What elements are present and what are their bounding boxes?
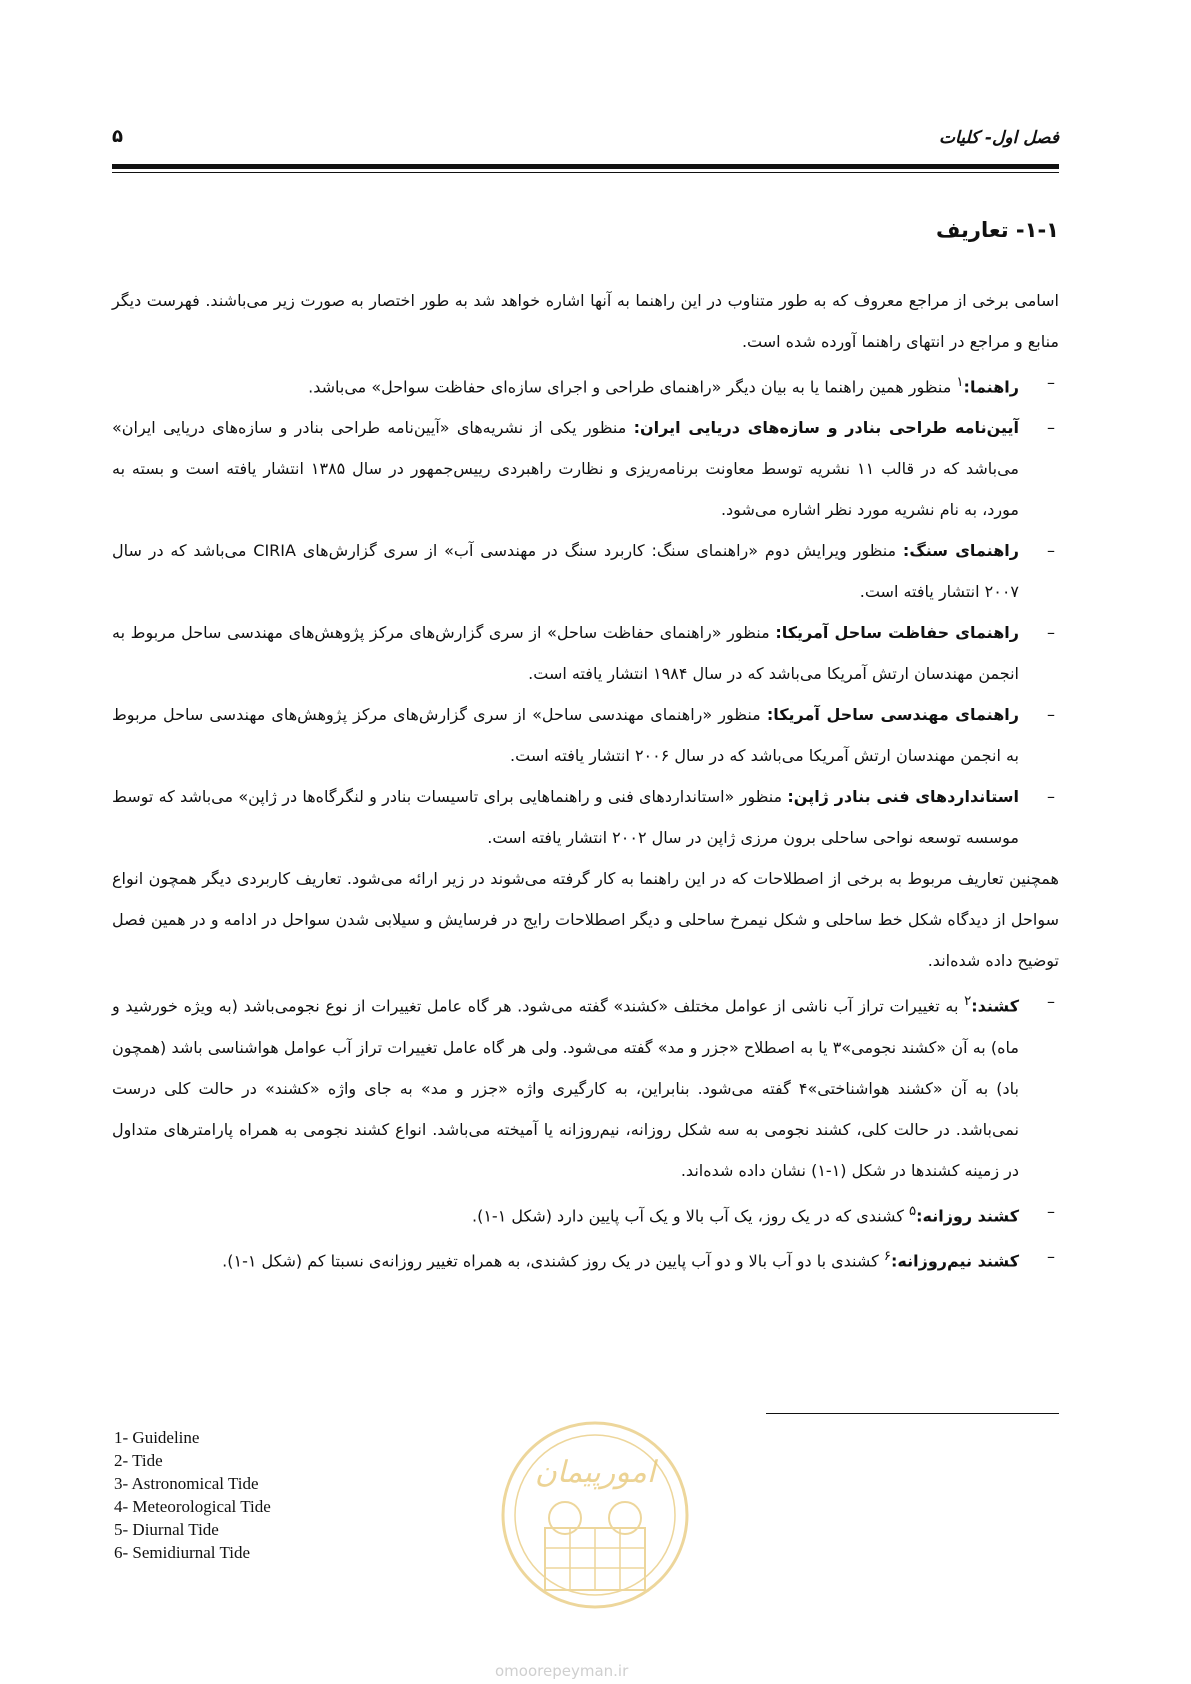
header-rule-thick xyxy=(112,164,1059,169)
definition-text: کشندی که در یک روز، یک آب بالا و یک آب پایین دارد (شکل ۱-۱). xyxy=(471,1205,909,1225)
definition-text: منظور «استانداردهای فنی و راهنماهایی برای تاسیسات بنادر و لنگرگاه‌ها در ژاپن» می‌باشد که توسط موسسه توسعه نواحی ساحلی برون مرزی ژاپن در سال ۲۰۰۲ انتشار یافته است. xyxy=(112,787,1019,848)
page-number: ۵ xyxy=(112,126,123,147)
footnote-ref: ۲ xyxy=(964,994,972,1010)
footnote: 4- Meteorological Tide xyxy=(114,1497,271,1516)
footnote: 5- Diurnal Tide xyxy=(114,1520,219,1539)
definition-term: راهنمای حفاظت ساحل آمریکا: xyxy=(775,623,1019,643)
footnote-ref: ۵ xyxy=(908,1203,917,1219)
definition-item: – راهنما:$^۱$ منظور همین راهنما یا به بیان دیگر «راهنمای طراحی و اجرای سازه‌ای حفاظت سواحل» می‌باشد. xyxy=(308,373,1055,397)
definition-text: منظور همین راهنما یا به بیان دیگر «راهنمای طراحی و اجرای سازه‌ای حفاظت سواحل» می‌باشد. xyxy=(308,377,957,397)
section-heading: ۱-۱- تعاریف xyxy=(936,218,1059,242)
footnote-separator xyxy=(766,1413,1059,1414)
footnote: 2- Tide xyxy=(114,1451,163,1470)
footnote-ref: ۶ xyxy=(883,1248,892,1264)
definition-item: – راهنمای سنگ: منظور ویرایش دوم «راهنمای سنگ: کاربرد سنگ در مهندسی آب» از سری گزارش‌های CIRIA می‌باشد که در سال ۲۰۰۷ انتشار یافته است. xyxy=(112,541,1055,602)
tide-definition-item: – کشند روزانه:$^۵$ کشندی که در یک روز، یک آب بالا و یک آب پایین دارد (شکل ۱-۱). xyxy=(471,1201,1055,1225)
body-text xyxy=(112,280,1059,1281)
definition-text: منظور «راهنمای مهندسی ساحل» از سری گزارش‌های مرکز پژوهش‌های مهندسی ساحل مربوط به انجمن مهندسان ارتش آمریکا می‌باشد که در سال ۲۰۰۶ انتشار یافته است. xyxy=(112,705,1019,766)
definition-item: – راهنمای حفاظت ساحل آمریکا: منظور «راهنمای حفاظت ساحل» از سری گزارش‌های مرکز پژوهش‌های مهندسی ساحل مربوط به انجمن مهندسان ارتش آمریکا می‌باشد که در سال ۱۹۸۴ انتشار یافته است. xyxy=(112,623,1055,684)
definition-text: به تغییرات تراز آب ناشی از عوامل مختلف «کشند» گفته می‌شود. هر گاه عامل تغییرات از نوع نجومی‌باشد (به ویژه خورشید و ماه) به آن «کشند نجومی»۳ یا به اصطلاح «جزر و مد» گفته می‌شود. ولی هر گاه عامل تغییرات تراز آب عوامل هواشناسی باشد (همچون باد) به آن «کشند هواشناختی»۴ گفته می‌شود. بنابراین، به کارگیری واژه «جزر و مد» به جای واژه «کشند» در حالت کلی درست نمی‌باشد. در حالت کلی، کشند نجومی به سه شکل روزانه، نیم‌روزانه یا آمیخته می‌باشد. انواع کشند نجومی به همراه پارامترهای متداول در زمینه کشندها در شکل (۱-۱) نشان داده شده‌اند. xyxy=(112,996,1019,1180)
seal-text: امورپیمان xyxy=(534,1455,656,1490)
footnotes xyxy=(114,1426,271,1564)
definition-item: – آیین‌نامه طراحی بنادر و سازه‌های دریایی ایران: منظور یکی از نشریه‌های «آیین‌نامه طراحی بنادر و سازه‌های دریایی ایران» می‌باشد که در قالب ۱۱ نشریه توسط معاونت برنامه‌ریزی و نظارت راهبردی رییس‌جمهور در سال ۱۳۸۵ انتشار یافته است و بسته به مورد، به نام نشریه مورد نظر اشاره می‌شود. xyxy=(112,418,1055,520)
definition-term: راهنمای مهندسی ساحل آمریکا: xyxy=(766,705,1020,725)
definition-term: راهنمای سنگ: xyxy=(902,541,1019,561)
watermark-seal-icon xyxy=(490,1410,700,1630)
definition-text: منظور «راهنمای حفاظت ساحل» از سری گزارش‌های مرکز پژوهش‌های مهندسی ساحل مربوط به انجمن مهندسان ارتش آمریکا می‌باشد که در سال ۱۹۸۴ انتشار یافته است. xyxy=(112,623,1019,684)
chapter-title: فصل اول- کلیات xyxy=(939,128,1059,148)
intro-paragraph: اسامی برخی از مراجع معروف که به طور متناوب در این راهنما به آنها اشاره خواهد شد به طور اختصار به صورت زیر می‌باشند. فهرست دیگر منابع و مراجع در انتهای راهنما آورده شده است. xyxy=(112,291,1059,351)
tide-definition-item: – کشند نیم‌روزانه:$^۶$ کشندی با دو آب بالا و دو آب پایین در یک روز کشندی، به همراه تغییر روزانه‌ی نسبتا کم (شکل ۱-۱). xyxy=(222,1246,1055,1271)
definition-term: کشند: xyxy=(971,996,1019,1016)
footnote: 1- Guideline xyxy=(114,1428,200,1447)
footnote-ref: ۱ xyxy=(956,375,964,390)
definition-text: منظور ویرایش دوم «راهنمای سنگ: کاربرد سنگ در مهندسی آب» از سری گزارش‌های CIRIA می‌باشد که در سال ۲۰۰۷ انتشار یافته است. xyxy=(112,541,1019,602)
definition-text: کشندی با دو آب بالا و دو آب پایین در یک روز کشندی، به همراه تغییر روزانه‌ی نسبتا کم (شکل ۱-۱). xyxy=(222,1251,884,1271)
middle-paragraph: همچنین تعاریف مربوط به برخی از اصطلاحات که در این راهنما به کار گرفته می‌شوند در زیر ارائه می‌شود. تعاریف کاربردی دیگر همچون انواع سواحل از دیدگاه شکل خط ساحلی و شکل نیمرخ ساحلی و دیگر اصطلاحات رایج در فرسایش و سیلابی شدن سواحل در ادامه و در همین فصل توضیح داده شده‌اند. xyxy=(112,869,1059,971)
definition-term: استانداردهای فنی بنادر ژاپن: xyxy=(787,787,1019,807)
definition-text: منظور یکی از نشریه‌های «آیین‌نامه طراحی بنادر و سازه‌های دریایی ایران» می‌باشد که در قالب ۱۱ نشریه توسط معاونت برنامه‌ریزی و نظارت راهبردی رییس‌جمهور در سال ۱۳۸۵ انتشار یافته است و بسته به مورد، به نام نشریه مورد نظر اشاره می‌شود. xyxy=(112,418,1020,520)
definition-item: – استانداردهای فنی بنادر ژاپن: منظور «استانداردهای فنی و راهنماهایی برای تاسیسات بنادر و لنگرگاه‌ها در ژاپن» می‌باشد که توسط موسسه توسعه نواحی ساحلی برون مرزی ژاپن در سال ۲۰۰۲ انتشار یافته است. xyxy=(112,787,1055,848)
tide-definition-item: – کشند:$^۲$ به تغییرات تراز آب ناشی از عوامل مختلف «کشند» گفته می‌شود. هر گاه عامل تغییرات از نوع نجومی‌باشد (به ویژه خورشید و ماه) به آن «کشند نجومی»۳ یا به اصطلاح «جزر و مد» گفته می‌شود. ولی هر گاه عامل تغییرات تراز آب عوامل هواشناسی باشد (همچون باد) به آن «کشند هواشناختی»۴ گفته می‌شود. بنابراین، به کارگیری واژه «جزر و مد» به جای واژه «کشند» در حالت کلی درست نمی‌باشد. در حالت کلی، کشند نجومی به سه شکل روزانه، نیم‌روزانه یا آمیخته می‌باشد. انواع کشند نجومی به همراه پارامترهای متداول در زمینه کشندها در شکل (۱-۱) نشان داده شده‌اند. xyxy=(112,992,1055,1180)
footnote: 6- Semidiurnal Tide xyxy=(114,1543,251,1562)
definition-term: کشند نیم‌روزانه: xyxy=(891,1251,1019,1271)
definition-item: – راهنمای مهندسی ساحل آمریکا: منظور «راهنمای مهندسی ساحل» از سری گزارش‌های مرکز پژوهش‌های مهندسی ساحل مربوط به انجمن مهندسان ارتش آمریکا می‌باشد که در سال ۲۰۰۶ انتشار یافته است. xyxy=(112,705,1055,766)
definition-term: آیین‌نامه طراحی بنادر و سازه‌های دریایی ایران: xyxy=(633,418,1019,438)
footnote: 3- Astronomical Tide xyxy=(114,1474,259,1493)
header-rule-thin xyxy=(112,172,1059,173)
definition-term: راهنما: xyxy=(963,377,1019,397)
watermark-site: omoorepeyman.ir xyxy=(495,1662,629,1680)
definition-term: کشند روزانه: xyxy=(916,1205,1019,1225)
